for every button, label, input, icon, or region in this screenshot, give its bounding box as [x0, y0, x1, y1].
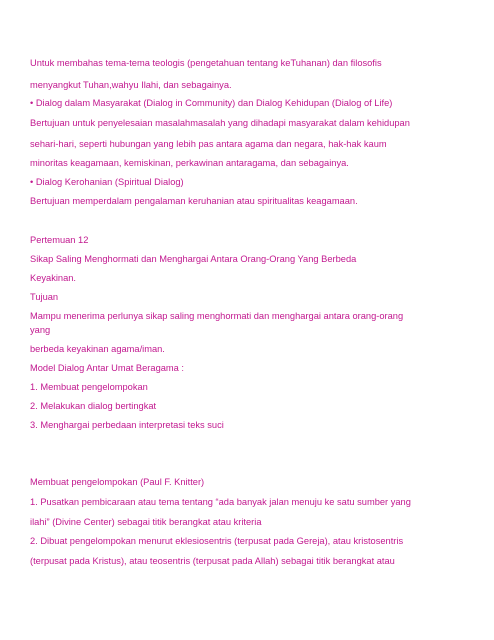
text-line: Mampu menerima perlunya sikap saling menghormati dan menghargai antara orang-orang: [30, 311, 404, 321]
text-line: ilahi” (Divine Center) sebagai titik berangkat atau kriteria: [30, 517, 262, 527]
text-line: Keyakinan.: [30, 273, 76, 283]
subheading: Model Dialog Antar Umat Beragama :: [30, 363, 184, 373]
list-item: 1. Pusatkan pembicaraan atau tema tentang “ada banyak jalan menuju ke satu sumber yang: [30, 497, 411, 507]
subheading: Tujuan: [30, 292, 59, 302]
text-line: yang: [30, 325, 51, 335]
bullet-line: • Dialog Kerohanian (Spiritual Dialog): [30, 177, 184, 187]
section-heading: Pertemuan 12: [30, 235, 89, 245]
text-line: minoritas keagamaan, kemiskinan, perkawinan antaragama, dan sebagainya.: [30, 158, 349, 168]
list-item: 3. Menghargai perbedaan interpretasi teks suci: [30, 420, 224, 430]
bullet-line: • Dialog dalam Masyarakat (Dialog in Community) dan Dialog Kehidupan (Dialog of Life): [30, 98, 393, 108]
text-line: Bertujuan untuk penyelesaian masalahmasalah yang dihadapi masyarakat dalam kehidupan: [30, 118, 410, 128]
text-line: Sikap Saling Menghormati dan Menghargai Antara Orang-Orang Yang Berbeda: [30, 254, 357, 264]
list-item: 1. Membuat pengelompokan: [30, 382, 148, 392]
text-line: sehari-hari, seperti hubungan yang lebih pas antara agama dan negara, hak-hak kaum: [30, 139, 387, 149]
text-line: Bertujuan memperdalam pengalaman keruhanian atau spiritualitas keagamaan.: [30, 196, 358, 206]
list-item: 2. Melakukan dialog bertingkat: [30, 401, 157, 411]
text-line: menyangkut Tuhan,wahyu Ilahi, dan sebagainya.: [30, 80, 232, 90]
text-line: berbeda keyakinan agama/iman.: [30, 344, 165, 354]
text-line: Untuk membahas tema-tema teologis (pengetahuan tentang keTuhanan) dan filosofis: [30, 58, 382, 68]
section-heading: Membuat pengelompokan (Paul F. Knitter): [30, 477, 205, 487]
text-line: (terpusat pada Kristus), atau teosentris (terpusat pada Allah) sebagai titik berangkat atau: [30, 556, 395, 566]
list-item: 2. Dibuat pengelompokan menurut eklesiosentris (terpusat pada Gereja), atau kristosentris: [30, 536, 404, 546]
